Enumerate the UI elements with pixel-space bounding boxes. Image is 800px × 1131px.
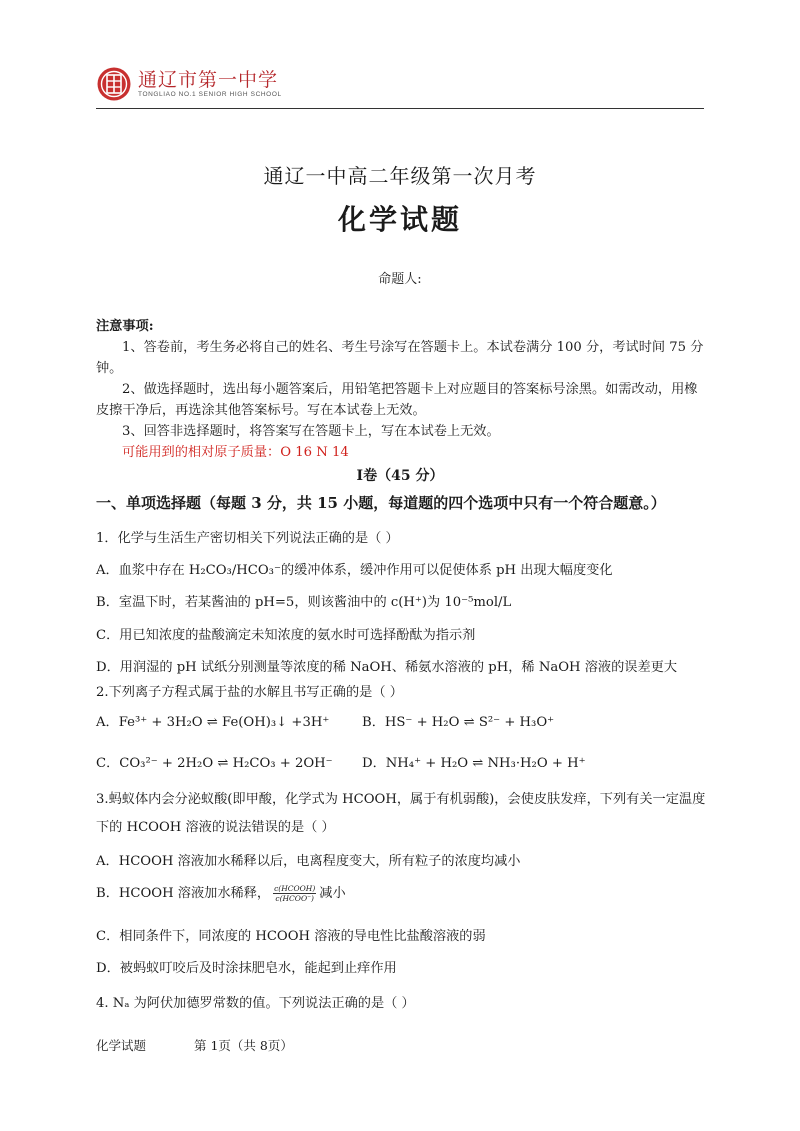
notice-item-1: 1、答卷前，考生务必将自己的姓名、考生号涂写在答题卡上。本试卷满分 100 分，考试时间 75 分钟。 <box>96 340 704 376</box>
question-3-option-a: A．HCOOH 溶液加水稀释以后，电离程度变大，所有粒子的浓度均减小 <box>96 854 521 869</box>
question-4-stem: 4. Nₐ 为阿伏加德罗常数的值。下列说法正确的是（ ） <box>96 996 415 1011</box>
question-3-option-c: C．相同条件下，同浓度的 HCOOH 溶液的导电性比盐酸溶液的弱 <box>96 929 486 944</box>
question-2-option-c: C．CO₃²⁻ + 2H₂O ⇌ H₂CO₃ + 2OH⁻ <box>96 756 333 771</box>
notice-title: 注意事项: <box>96 319 154 334</box>
subject-title: 化学试题 <box>337 203 462 236</box>
footer-subject: 化学试题 <box>96 1038 147 1053</box>
question-2-stem: 2.下列离子方程式属于盐的水解且书写正确的是（ ） <box>96 685 403 700</box>
school-logo <box>96 64 336 106</box>
notice-item-3: 3、回答非选择题时，将答案写在答题卡上，写在本试卷上无效。 <box>122 424 500 439</box>
question-3-ratio-fraction <box>273 884 316 903</box>
question-3-stem-text: 3.蚂蚁体内会分泌蚁酸(即甲酸，化学式为 HCOOH，属于有机弱酸)，会使皮肤发痒，下列有关一定温度下的 HCOOH 溶液的说法错误的是（ ） <box>96 792 706 835</box>
question-3-option-b <box>96 882 346 903</box>
question-1-stem: 1．化学与生活生产密切相关下列说法正确的是（ ） <box>96 531 399 546</box>
page-footer <box>96 1036 293 1054</box>
exam-title: 通辽一中高二年级第一次月考 <box>263 164 537 188</box>
header-divider <box>96 108 704 109</box>
school-seal-icon <box>96 66 132 102</box>
question-3-stem <box>96 786 706 842</box>
fraction-numerator: c(HCOOH) <box>274 884 316 893</box>
question-1-option-b: B．室温下时，若某酱油的 pH=5，则该酱油中的 c(H⁺)为 10⁻⁵mol/L <box>96 595 512 610</box>
part-title: I卷（45 分） <box>356 468 444 484</box>
author-label: 命题人: <box>378 272 422 287</box>
question-3-option-b-suffix: 减小 <box>319 886 346 901</box>
question-3-option-b-prefix: B．HCOOH 溶液加水稀释， <box>96 886 271 901</box>
question-3-option-d: D．被蚂蚁叮咬后及时涂抹肥皂水，能起到止痒作用 <box>96 961 397 976</box>
notice-list <box>96 337 706 463</box>
fraction-denominator: c(HCOO⁻) <box>275 894 314 903</box>
question-1-option-d: D．用润湿的 pH 试纸分别测量等浓度的稀 NaOH、稀氨水溶液的 pH，稀 NaOH 溶液的误差更大 <box>96 660 678 675</box>
question-2-option-d: D．NH₄⁺ + H₂O ⇌ NH₃·H₂O + H⁺ <box>362 756 586 771</box>
school-name-english: TONGLIAO NO.1 SENIOR HIGH SCHOOL <box>138 91 282 98</box>
school-name: 通辽市第一中学 <box>138 69 279 91</box>
question-2-option-b: B．HS⁻ + H₂O ⇌ S²⁻ + H₃O⁺ <box>362 715 555 730</box>
question-1-option-c: C．用已知浓度的盐酸滴定未知浓度的氨水时可选择酚酞为指示剂 <box>96 628 476 643</box>
atomic-mass-note: 可能用到的相对原子质量：O 16 N 14 <box>122 445 349 460</box>
section-title: 一、单项选择题（每题 3 分，共 15 小题，每道题的四个选项中只有一个符合题意。） <box>96 494 666 512</box>
notice-item-2: 2、做选择题时，选出每小题答案后，用铅笔把答题卡上对应题目的答案标号涂黑。如需改动，用橡皮擦干净后，再选涂其他答案标号。写在本试卷上无效。 <box>96 382 698 418</box>
footer-page-number: 第 1页（共 8页） <box>194 1038 293 1053</box>
question-2-option-a: A．Fe³⁺ + 3H₂O ⇌ Fe(OH)₃↓ +3H⁺ <box>96 715 330 730</box>
question-1-option-a: A．血浆中存在 H₂CO₃/HCO₃⁻的缓冲体系，缓冲作用可以促使体系 pH 出现大幅度变化 <box>96 563 613 578</box>
